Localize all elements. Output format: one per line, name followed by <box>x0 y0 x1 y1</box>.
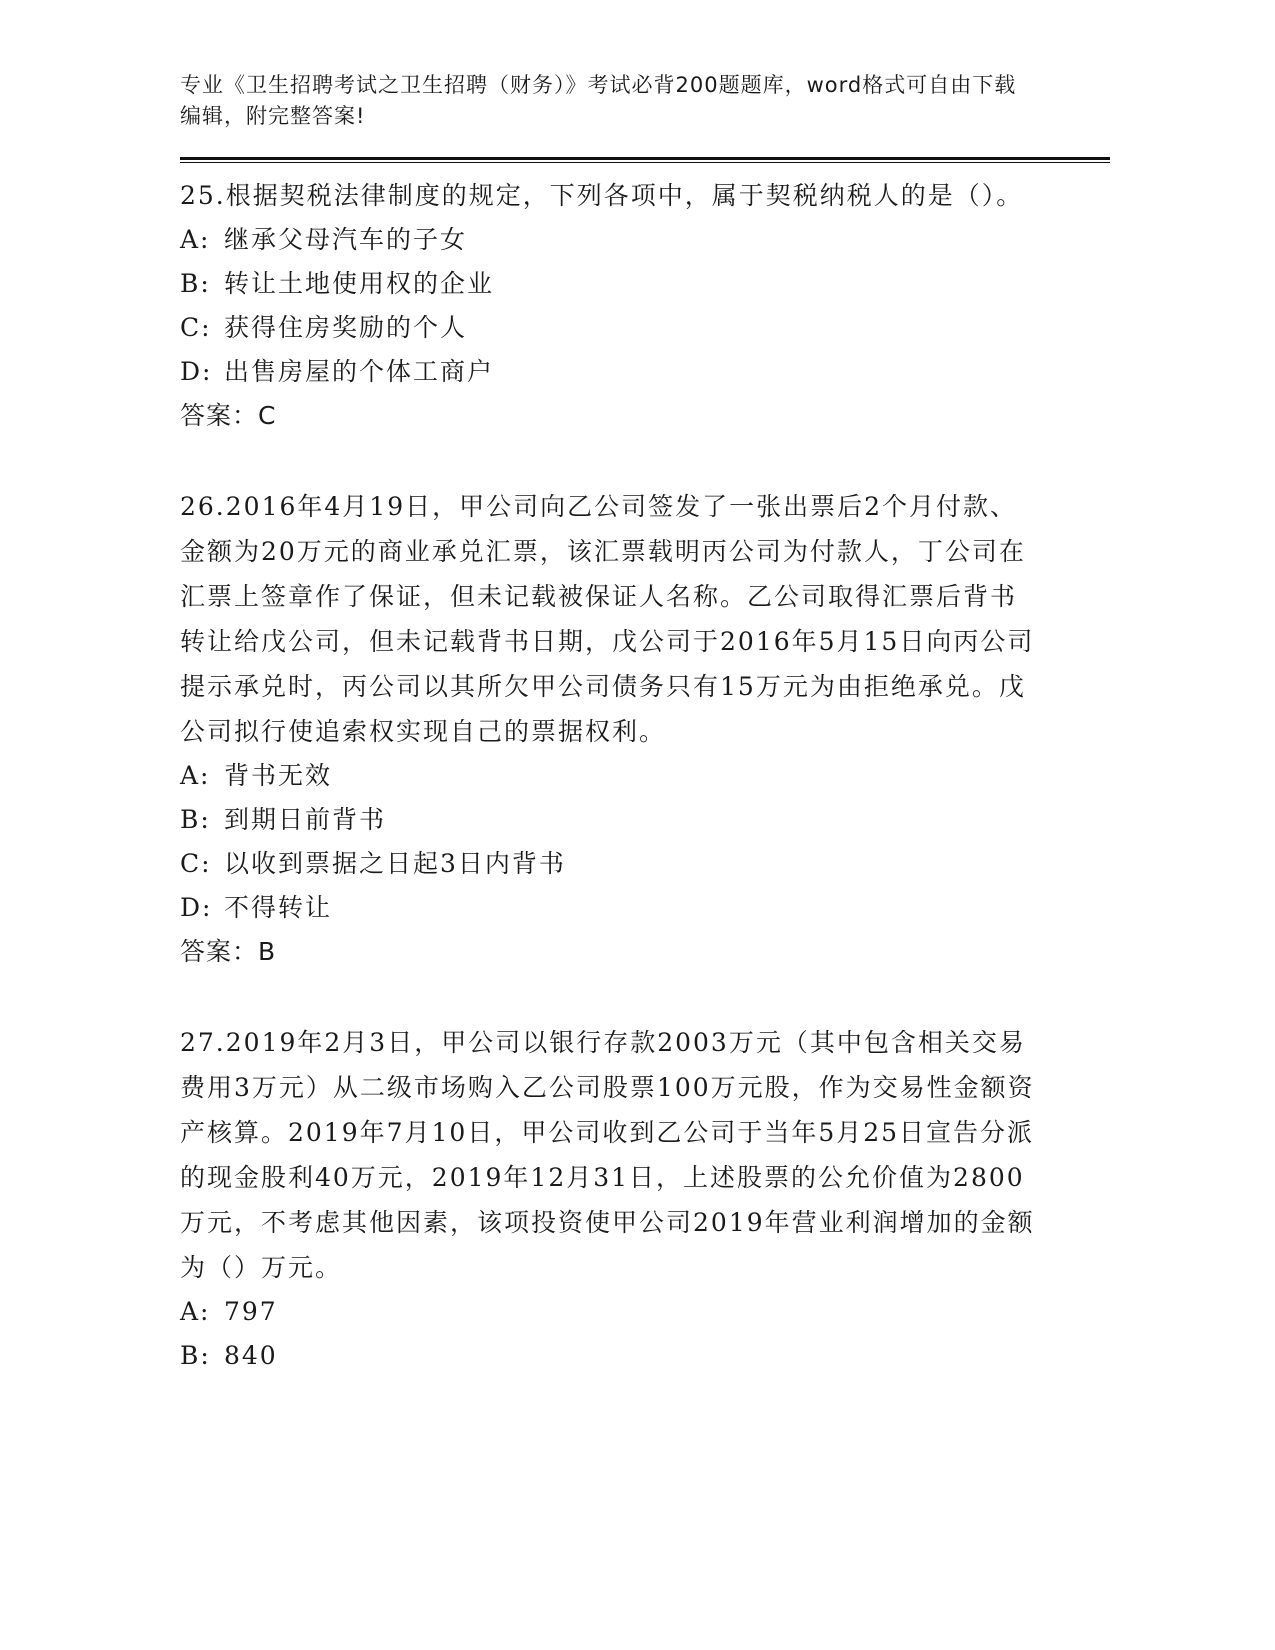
option-text: 出售房屋的个体工商户 <box>224 357 495 386</box>
option-letter: B: <box>180 269 211 298</box>
option-letter: B: <box>180 1341 211 1370</box>
option-text: 获得住房奖励的个人 <box>224 313 468 342</box>
spacer <box>180 974 1110 1020</box>
option-text: 797 <box>224 1297 278 1326</box>
question-block <box>180 1020 1110 1378</box>
question-stem: 26.2016年4月19日，甲公司向乙公司签发了一张出票后2个月付款、金额为20万元的商业承兑汇票，该汇票载明丙公司为付款人，丁公司在汇票上签章作了保证，但未记载被保证人名称。乙公司取得汇票后背书转让给戊公司，但未记载背书日期，戊公司于2016年5月15日向丙公司提示承兑时，丙公司以其所欠甲公司债务只有15万元为由拒绝承兑。戊公司拟行使追索权实现自己的票据权利。 <box>180 492 1035 746</box>
option-a <box>180 1290 1110 1334</box>
option-c <box>180 306 1110 350</box>
answer-line: 答案：B <box>180 937 277 966</box>
option-letter: A: <box>180 761 211 790</box>
option-text: 以收到票据之日起3日内背书 <box>224 849 566 878</box>
option-letter: A: <box>180 1297 211 1326</box>
option-text: 继承父母汽车的子女 <box>224 225 468 254</box>
option-text: 到期日前背书 <box>224 805 387 834</box>
option-text: 不得转让 <box>224 893 333 922</box>
option-text: 背书无效 <box>224 761 333 790</box>
option-b <box>180 1334 1110 1378</box>
spacer <box>180 438 1110 484</box>
document-page <box>180 70 1110 1378</box>
option-text: 840 <box>224 1341 278 1370</box>
question-stem: 27.2019年2月3日，甲公司以银行存款2003万元（其中包含相关交易费用3万元）从二级市场购入乙公司股票100万元股，作为交易性金额资产核算。2019年7月10日，甲公司收到乙公司于当年5月25日宣告分派的现金股利40万元，2019年12月31日，上述股票的公允价值为2800万元，不考虑其他因素，该项投资使甲公司2019年营业利润增加的金额为（）万元。 <box>180 1028 1035 1282</box>
option-letter: B: <box>180 805 211 834</box>
option-letter: C: <box>180 313 212 342</box>
answer-line: 答案：C <box>180 401 277 430</box>
option-a <box>180 754 1110 798</box>
option-letter: D: <box>180 893 213 922</box>
document-header: 专业《卫生招聘考试之卫生招聘（财务）》考试必背200题题库，word格式可自由下载编辑，附完整答案! <box>180 73 1017 128</box>
option-b <box>180 262 1110 306</box>
option-text: 转让土地使用权的企业 <box>224 269 495 298</box>
question-stem: 25.根据契税法律制度的规定，下列各项中，属于契税纳税人的是（）。 <box>180 181 1024 210</box>
option-a <box>180 218 1110 262</box>
option-d <box>180 350 1110 394</box>
header-divider-thin <box>180 162 1110 163</box>
option-b <box>180 798 1110 842</box>
option-letter: C: <box>180 849 212 878</box>
option-letter: D: <box>180 357 213 386</box>
option-d <box>180 886 1110 930</box>
question-block <box>180 173 1110 438</box>
question-block <box>180 484 1110 974</box>
header-divider-thick <box>180 157 1110 160</box>
option-letter: A: <box>180 225 211 254</box>
option-c <box>180 842 1110 886</box>
